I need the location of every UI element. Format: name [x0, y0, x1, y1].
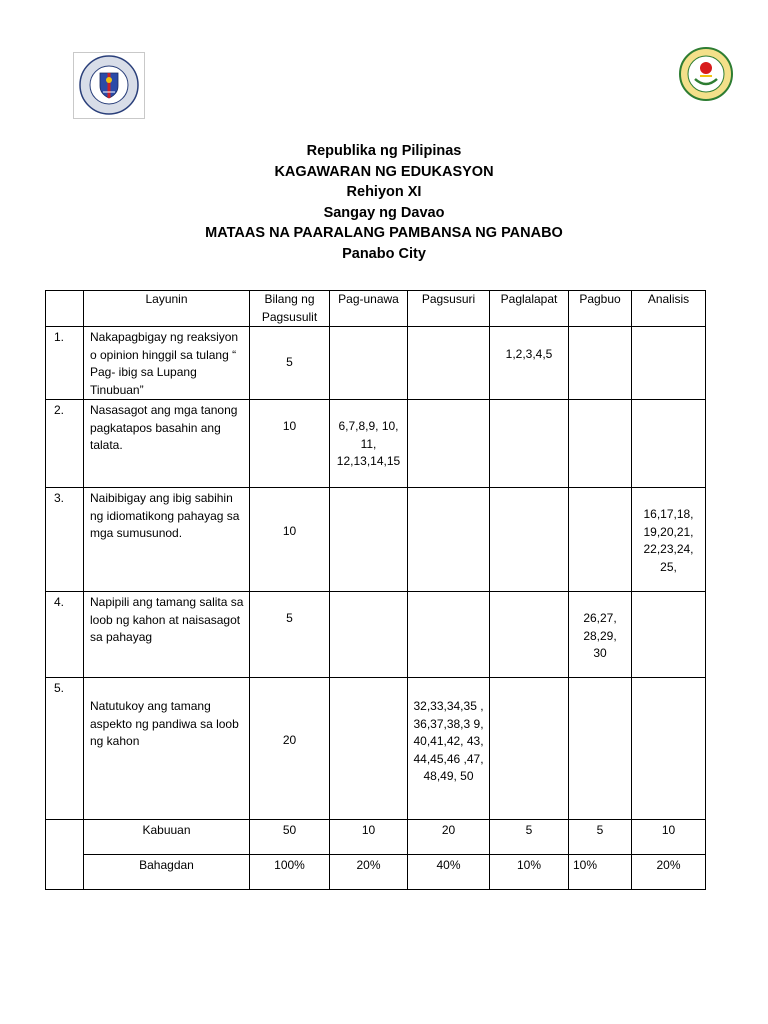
header-republic: Republika ng Pilipinas	[306, 143, 462, 159]
table-row	[46, 400, 706, 488]
header-num	[46, 291, 84, 327]
header-department: KAGAWARAN NG EDUKASYON	[274, 163, 494, 180]
row-bilang: 10	[250, 400, 330, 488]
row-pagsusuri	[408, 400, 490, 488]
table-row	[46, 592, 706, 678]
kabuuan-pagbuo: 5	[569, 820, 632, 855]
bahagdan-bilang: 100%	[250, 855, 330, 890]
kabuuan-analisis: 10	[632, 820, 706, 855]
kabuuan-bilang: 50	[250, 820, 330, 855]
row-analisis: 16,17,18, 19,20,21, 22,23,24, 25,	[632, 488, 706, 592]
row-paglalapat	[490, 678, 569, 820]
bahagdan-pagsusuri: 40%	[408, 855, 490, 890]
row-pagunawa	[330, 678, 408, 820]
row-number: 3.	[46, 488, 84, 592]
row-bilang: 5	[250, 592, 330, 678]
header-school: MATAAS NA PAARALANG PAMBANSA NG PANABO	[205, 225, 563, 242]
row-bilang: 20	[250, 678, 330, 820]
table-row	[46, 488, 706, 592]
row-layunin: Nasasagot ang mga tanong pagkatapos basahin ang talata.	[84, 400, 250, 488]
row-layunin: Naibibigay ang ibig sabihin ng idiomatikong pahayag sa mga sumusunod.	[84, 488, 250, 592]
row-pagsusuri	[408, 488, 490, 592]
row-number: 2.	[46, 400, 84, 488]
header-division: Sangay ng Davao	[323, 204, 445, 221]
row-number: 4.	[46, 592, 84, 678]
row-pagsusuri	[408, 327, 490, 400]
row-pagbuo	[569, 400, 632, 488]
bahagdan-paglalapat: 10%	[490, 855, 569, 890]
deped-logo	[73, 52, 145, 119]
bahagdan-label: Bahagdan	[84, 855, 250, 890]
table-header-row	[46, 291, 706, 327]
row-analisis	[632, 592, 706, 678]
row-pagbuo	[569, 488, 632, 592]
kabuuan-num	[46, 820, 84, 890]
bahagdan-pagbuo: 10%	[569, 855, 632, 890]
header-analisis: Analisis	[632, 291, 706, 327]
row-paglalapat	[490, 488, 569, 592]
row-pagsusuri: 32,33,34,35 ,36,37,38,3 9,40,41,42, 43,44,45,46 ,47,48,49, 50	[408, 678, 490, 820]
header-layunin: Layunin	[84, 291, 250, 327]
header-pagunawa: Pag-unawa	[330, 291, 408, 327]
row-analisis	[632, 327, 706, 400]
row-analisis	[632, 400, 706, 488]
bahagdan-pagunawa: 20%	[330, 855, 408, 890]
header-region: Rehiyon XI	[346, 184, 422, 201]
kabuuan-row	[46, 820, 706, 855]
row-pagunawa: 6,7,8,9, 10, 11, 12,13,14,15	[330, 400, 408, 488]
school-logo	[673, 46, 739, 102]
kabuuan-label: Kabuuan	[84, 820, 250, 855]
bahagdan-analisis: 20%	[632, 855, 706, 890]
row-pagbuo: 26,27, 28,29, 30	[569, 592, 632, 678]
row-paglalapat	[490, 592, 569, 678]
header-paglalapat: Paglalapat	[490, 291, 569, 327]
kabuuan-paglalapat: 5	[490, 820, 569, 855]
row-pagunawa	[330, 327, 408, 400]
row-pagbuo	[569, 678, 632, 820]
row-paglalapat	[490, 400, 569, 488]
kabuuan-pagunawa: 10	[330, 820, 408, 855]
row-bilang: 5	[250, 327, 330, 400]
header-city: Panabo City	[342, 245, 426, 262]
bahagdan-row	[46, 855, 706, 890]
row-bilang: 10	[250, 488, 330, 592]
row-analisis	[632, 678, 706, 820]
row-number: 5.	[46, 678, 84, 820]
header-bilang: Bilang ng Pagsusulit	[250, 291, 330, 327]
table-of-specification	[45, 290, 706, 890]
row-number: 1.	[46, 327, 84, 400]
header-pagbuo: Pagbuo	[569, 291, 632, 327]
table-row	[46, 678, 706, 820]
row-layunin: Nakapagbigay ng reaksiyon o opinion hinggil sa tulang “ Pag- ibig sa Lupang Tinubuan”	[84, 327, 250, 400]
row-pagsusuri	[408, 592, 490, 678]
row-pagunawa	[330, 488, 408, 592]
row-layunin: Natutukoy ang tamang aspekto ng pandiwa sa loob ng kahon	[84, 678, 250, 820]
header-pagsusuri: Pagsusuri	[408, 291, 490, 327]
table-row	[46, 327, 706, 400]
document-header	[0, 141, 768, 265]
row-layunin: Napipili ang tamang salita sa loob ng kahon at naisasagot sa pahayag	[84, 592, 250, 678]
kabuuan-pagsusuri: 20	[408, 820, 490, 855]
row-pagunawa	[330, 592, 408, 678]
row-pagbuo	[569, 327, 632, 400]
row-paglalapat: 1,2,3,4,5	[490, 327, 569, 400]
